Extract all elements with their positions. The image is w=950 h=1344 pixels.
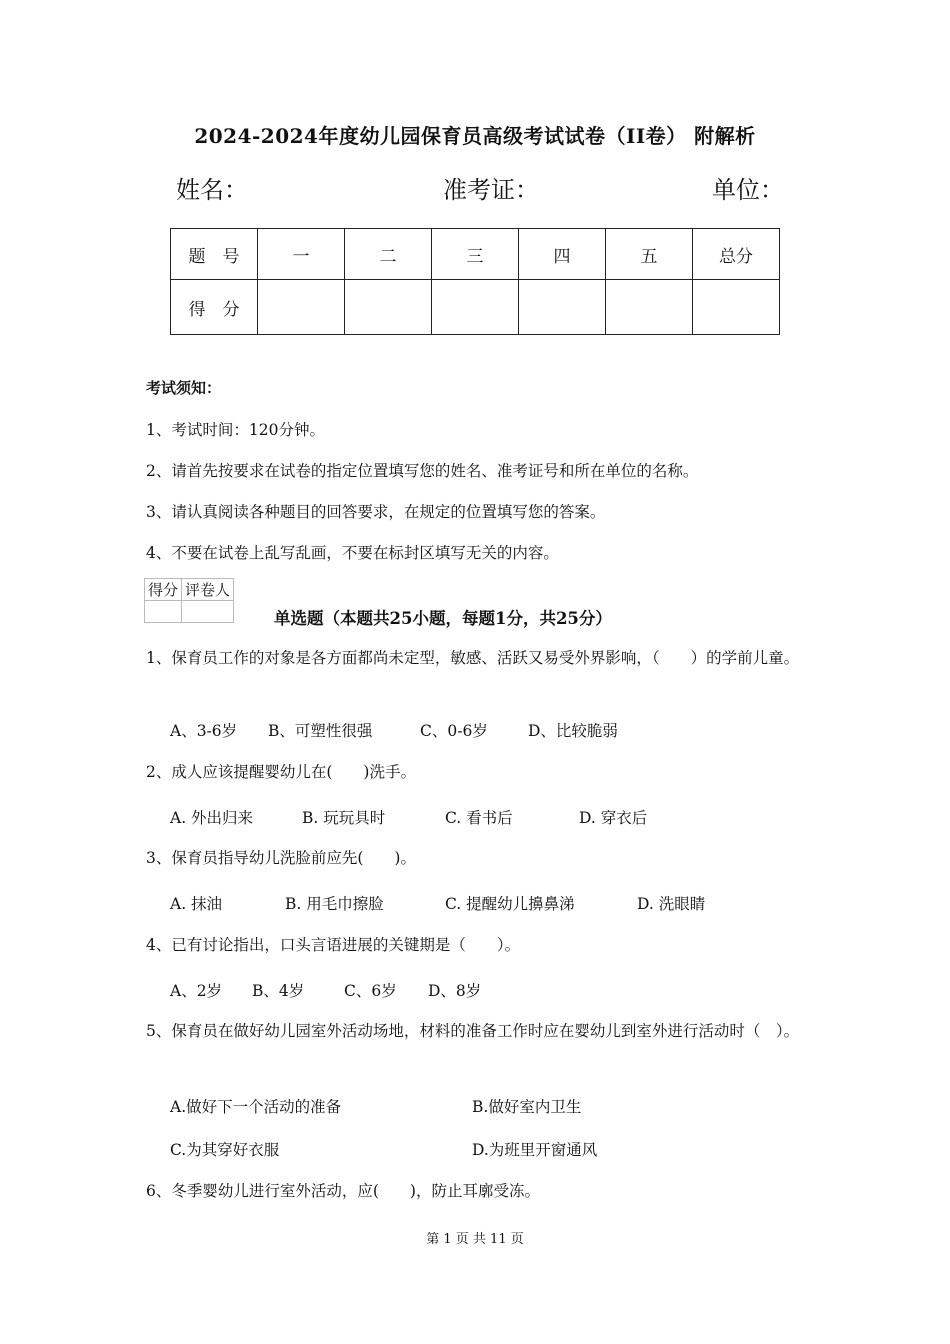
notice-item: 2、请首先按要求在试卷的指定位置填写您的姓名、准考证号和所在单位的名称。 [146, 462, 699, 480]
question-stem: 2、成人应该提醒婴幼儿在( )洗手。 [146, 763, 416, 781]
question-stem: 1、保育员工作的对象是各方面都尚未定型，敏感、活跃又易受外界影响，（ ）的学前儿童。 [146, 649, 800, 667]
score-table-cell: 题 号 [171, 229, 258, 280]
score-input-cell[interactable] [606, 280, 693, 335]
question-option: A. 外出归来 [170, 809, 254, 827]
question-option: D、8岁 [428, 982, 482, 1000]
score-table-cell: 二 [345, 229, 432, 280]
notice-title: 考试须知： [146, 379, 222, 397]
question-stem: 6、冬季婴幼儿进行室外活动，应( )，防止耳廓受冻。 [146, 1182, 540, 1200]
question-stem: 4、已有讨论指出，口头言语进展的关键期是（ ）。 [146, 936, 521, 954]
notice-item: 3、请认真阅读各种题目的回答要求，在规定的位置填写您的答案。 [146, 503, 606, 521]
exam-number-field-label: 准考证： [443, 176, 539, 204]
question-option: C、0-6岁 [420, 722, 488, 740]
question-option: B、4岁 [252, 982, 305, 1000]
page-footer: 第 1 页 共 11 页 [426, 1232, 524, 1247]
score-table-header-row [171, 229, 780, 280]
question-option: B、可塑性很强 [268, 722, 373, 740]
question-option: A. 抹油 [170, 895, 223, 913]
question-option: C. 提醒幼儿擤鼻涕 [445, 895, 575, 913]
notice-item: 4、不要在试卷上乱写乱画，不要在标封区填写无关的内容。 [146, 544, 559, 562]
question-option: C、6岁 [344, 982, 397, 1000]
score-table-cell: 得 分 [171, 280, 258, 335]
question-option: A.做好下一个活动的准备 [170, 1098, 342, 1116]
score-table-cell: 五 [606, 229, 693, 280]
question-stem: 5、保育员在做好幼儿园室外活动场地，材料的准备工作时应在婴幼儿到室外进行活动时（ ）。 [146, 1022, 800, 1040]
score-input-cell[interactable] [432, 280, 519, 335]
question-option: D. 穿衣后 [579, 809, 648, 827]
question-option: D、比较脆弱 [528, 722, 618, 740]
score-table-cell: 一 [258, 229, 345, 280]
grader-box-score-cell[interactable] [145, 601, 182, 623]
score-table-score-row [171, 280, 780, 335]
name-field-label: 姓名： [176, 176, 248, 204]
score-table-cell: 四 [519, 229, 606, 280]
notice-item: 1、考试时间：120分钟。 [146, 421, 325, 439]
question-option: D.为班里开窗通风 [472, 1141, 598, 1159]
question-option: A、2岁 [170, 982, 223, 1000]
section-title: 单选题（本题共25小题，每题1分，共25分） [274, 609, 612, 628]
document-title: 2024-2024年度幼儿园保育员高级考试试卷（II卷） 附解析 [194, 124, 756, 148]
score-table-cell: 三 [432, 229, 519, 280]
question-option: B.做好室内卫生 [472, 1098, 582, 1116]
grader-box [144, 578, 234, 623]
score-input-cell[interactable] [693, 280, 780, 335]
question-option: A、3-6岁 [170, 722, 238, 740]
unit-field-label: 单位： [712, 176, 784, 204]
score-input-cell[interactable] [258, 280, 345, 335]
grader-box-grader-label: 评卷人 [182, 579, 234, 601]
question-option: C.为其穿好衣服 [170, 1141, 280, 1159]
question-option: D. 洗眼睛 [637, 895, 706, 913]
grader-box-grader-cell[interactable] [182, 601, 234, 623]
score-table-cell: 总分 [693, 229, 780, 280]
question-stem: 3、保育员指导幼儿洗脸前应先( )。 [146, 849, 416, 867]
grader-box-score-label: 得分 [145, 579, 182, 601]
question-option: B. 用毛巾擦脸 [285, 895, 384, 913]
score-input-cell[interactable] [345, 280, 432, 335]
question-option: C. 看书后 [445, 809, 513, 827]
score-table [170, 228, 780, 335]
question-option: B. 玩玩具时 [302, 809, 386, 827]
score-input-cell[interactable] [519, 280, 606, 335]
